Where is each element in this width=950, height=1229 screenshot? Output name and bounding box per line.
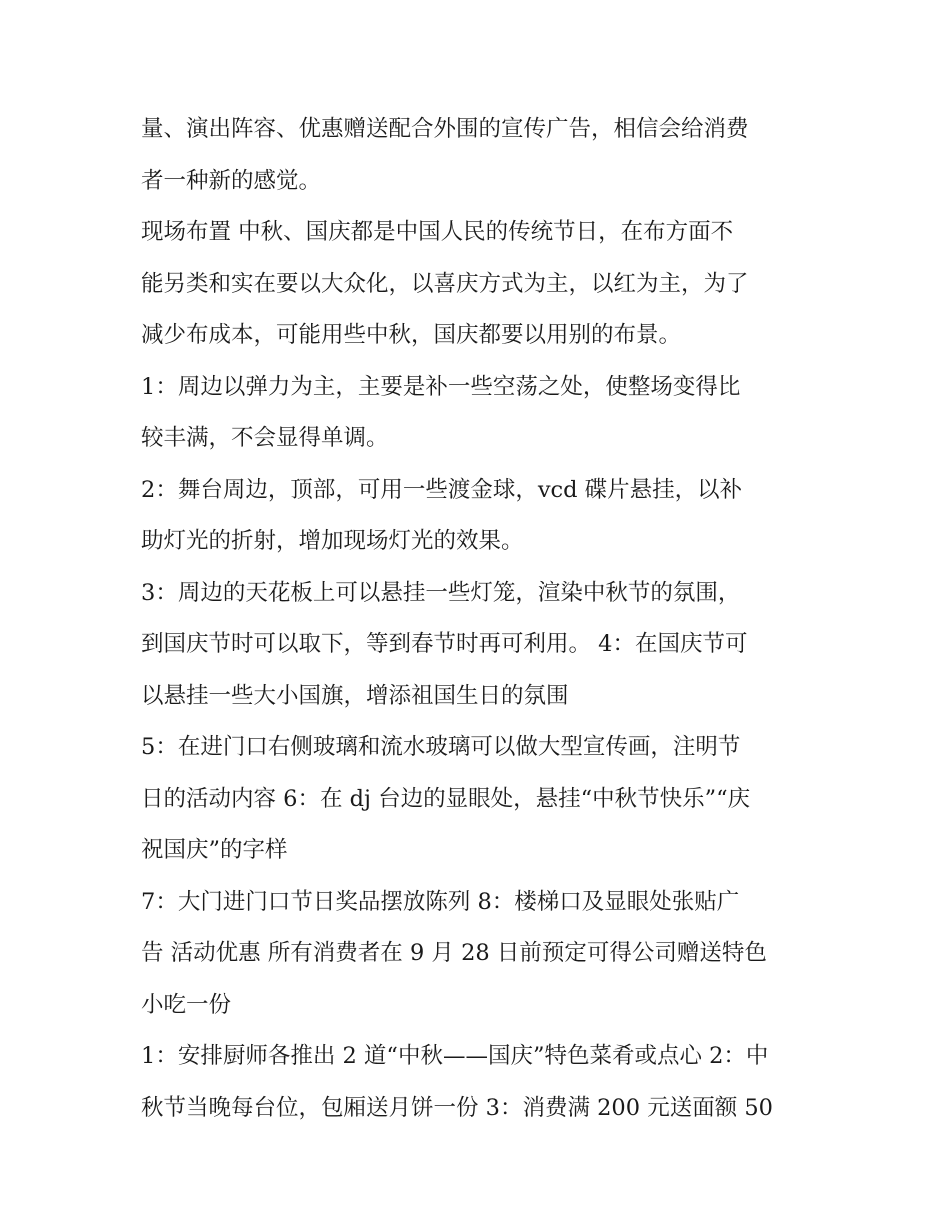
text-line: 者一种新的感觉。 <box>141 167 322 194</box>
text-line: 以悬挂一些大小国旗，增添祖国生日的氛围 <box>141 682 569 709</box>
text-line: 告 活动优惠 所有消费者在 9 月 28 日前预定可得公司赠送特色 <box>141 940 767 966</box>
text-line: 2：舞台周边，顶部，可用一些渡金球，vcd 碟片悬挂，以补 <box>141 476 743 503</box>
document-body <box>141 104 816 1134</box>
paragraph-venue-decoration <box>141 207 816 362</box>
paragraph-item-1 <box>141 362 816 465</box>
text-line: 秋节当晚每台位，包厢送月饼一份 3：消费满 200 元送面额 50 <box>141 1094 774 1121</box>
text-line: 3：周边的天花板上可以悬挂一些灯笼，渲染中秋节的氛围， <box>141 579 741 606</box>
text-line: 现场布置 中秋、国庆都是中国人民的传统节日，在布方面不 <box>141 219 734 245</box>
text-line: 祝国庆”的字样 <box>141 837 288 863</box>
text-line: 能另类和实在要以大众化，以喜庆方式为主，以红为主，为了 <box>141 270 749 297</box>
text-line: 7：大门进门口节日奖品摆放陈列 8：楼梯口及显眼处张贴广 <box>141 888 740 915</box>
paragraph-item-3-4 <box>141 568 816 723</box>
text-line: 小吃一份 <box>141 991 232 1018</box>
paragraph-item-5-6 <box>141 722 816 877</box>
text-line: 减少布成本，可能用些中秋，国庆都要以用别的布景。 <box>141 322 682 348</box>
paragraph-item-7-8 <box>141 877 816 1032</box>
text-line: 到国庆节时可以取下，等到春节时再可利用。 4：在国庆节可 <box>141 631 748 657</box>
text-line: 较丰满，不会显得单调。 <box>141 425 389 451</box>
text-line: 助灯光的折射，增加现场灯光的效果。 <box>141 528 524 554</box>
paragraph-promotion-summary <box>141 104 816 207</box>
paragraph-item-2 <box>141 465 816 568</box>
text-line: 5：在进门口右侧玻璃和流水玻璃可以做大型宣传画，注明节 <box>141 734 741 760</box>
text-line: 1：安排厨师各推出 2 道“中秋——国庆”特色菜肴或点心 2：中 <box>141 1043 769 1069</box>
paragraph-offers <box>141 1031 816 1134</box>
text-line: 量、演出阵容、优惠赠送配合外围的宣传广告，相信会给消费 <box>141 116 749 142</box>
text-line: 1：周边以弹力为主，主要是补一些空荡之处，使整场变得比 <box>141 373 741 400</box>
text-line: 日的活动内容 6：在 dj 台边的显眼处，悬挂“中秋节快乐”“庆 <box>141 785 751 812</box>
